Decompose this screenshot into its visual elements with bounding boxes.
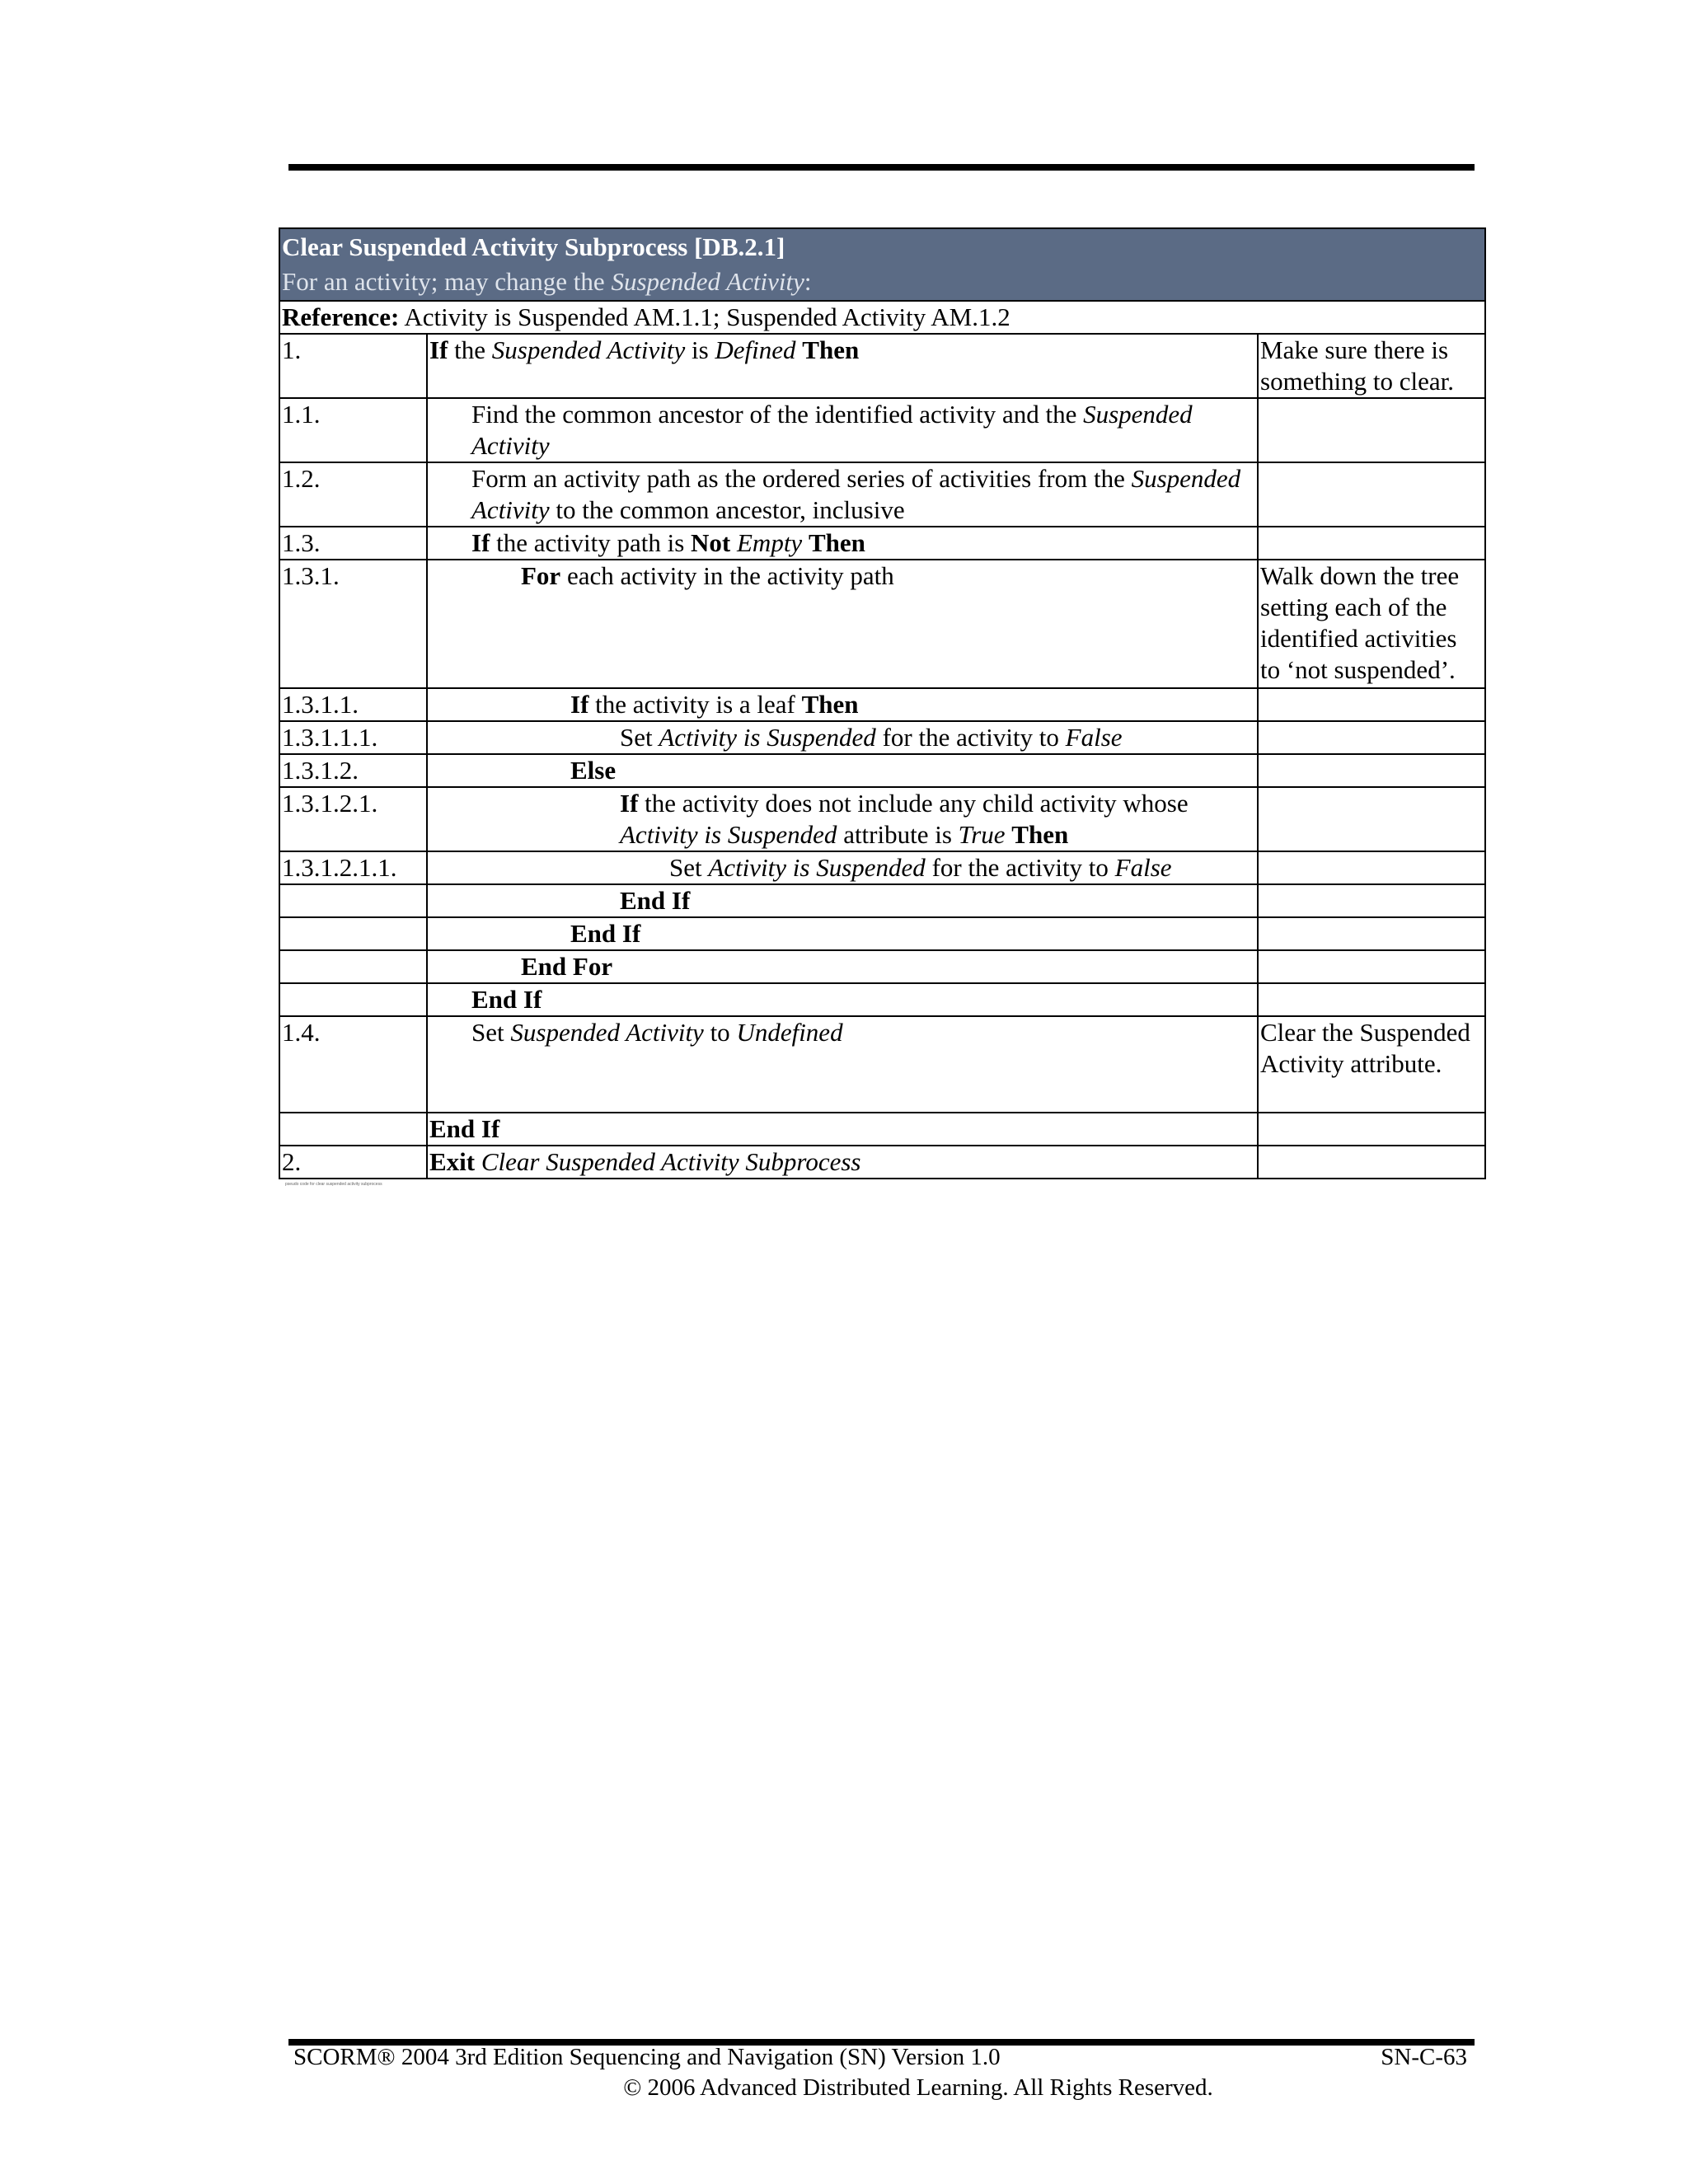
step-note: [1258, 462, 1485, 527]
footer-copyright: © 2006 Advanced Distributed Learning. All Rights Reserved.: [623, 2074, 1213, 2101]
table-row: [279, 851, 1485, 884]
step-note: [1258, 851, 1485, 884]
table-subtitle: For an activity; may change the Suspended Activity:: [282, 267, 812, 296]
step-note: [1258, 917, 1485, 950]
header-rule: [288, 164, 1475, 171]
step-number: 1.3.: [279, 527, 427, 560]
step-code: End If: [427, 884, 1258, 917]
step-note: [1258, 787, 1485, 851]
step-note: [1258, 688, 1485, 721]
step-number: [279, 917, 427, 950]
table-row: [279, 334, 1485, 398]
table-header: [279, 228, 1485, 301]
step-number: 1.3.1.2.1.1.: [279, 851, 427, 884]
table-row: [279, 398, 1485, 462]
table-row: [279, 560, 1485, 688]
step-note: Clear the Suspended Activity attribute.: [1258, 1016, 1485, 1113]
table-row: [279, 754, 1485, 787]
step-code: End If: [427, 1113, 1258, 1146]
step-code: Set Suspended Activity to Undefined: [427, 1016, 1258, 1113]
step-note: [1258, 398, 1485, 462]
step-note: [1258, 983, 1485, 1016]
step-code: If the activity does not include any child activity whose Activity is Suspended attribute is True Then: [427, 787, 1258, 851]
table-title: Clear Suspended Activity Subprocess [DB.2.1]: [282, 232, 785, 261]
step-code: Set Activity is Suspended for the activity to False: [427, 721, 1258, 754]
step-number: 1.3.1.2.1.: [279, 787, 427, 851]
step-note: Make sure there is something to clear.: [1258, 334, 1485, 398]
reference-cell: Reference: Activity is Suspended AM.1.1; Suspended Activity AM.1.2: [279, 301, 1485, 334]
step-code: End If: [427, 917, 1258, 950]
step-note: [1258, 1113, 1485, 1146]
step-code: Form an activity path as the ordered series of activities from the Suspended Activity to the common ancestor, inclusive: [427, 462, 1258, 527]
step-number: 2.: [279, 1146, 427, 1179]
step-code: For each activity in the activity path: [427, 560, 1258, 688]
table-row: [279, 950, 1485, 983]
table-row: [279, 787, 1485, 851]
table-row: [279, 884, 1485, 917]
footer-document-title: SCORM® 2004 3rd Edition Sequencing and Navigation (SN) Version 1.0: [293, 2044, 1001, 2070]
table-row: [279, 917, 1485, 950]
step-number: [279, 1113, 427, 1146]
table-row: [279, 688, 1485, 721]
table-row: [279, 527, 1485, 560]
step-number: 1.3.1.1.1.: [279, 721, 427, 754]
step-code: End For: [427, 950, 1258, 983]
step-code: Else: [427, 754, 1258, 787]
step-note: Walk down the tree setting each of the identified activities to ‘not suspended’.: [1258, 560, 1485, 688]
step-code: End If: [427, 983, 1258, 1016]
step-note: [1258, 721, 1485, 754]
step-note: [1258, 1146, 1485, 1179]
reference-row: [279, 301, 1485, 334]
step-code: If the activity is a leaf Then: [427, 688, 1258, 721]
table-row: [279, 462, 1485, 527]
step-number: 1.4.: [279, 1016, 427, 1113]
step-number: 1.3.1.: [279, 560, 427, 688]
step-code: If the activity path is Not Empty Then: [427, 527, 1258, 560]
step-code: Find the common ancestor of the identified activity and the Suspended Activity: [427, 398, 1258, 462]
step-number: [279, 983, 427, 1016]
table-row: [279, 1113, 1485, 1146]
step-number: 1.3.1.2.: [279, 754, 427, 787]
step-number: 1.: [279, 334, 427, 398]
step-code: Set Activity is Suspended for the activity to False: [427, 851, 1258, 884]
table-row: [279, 1016, 1485, 1113]
step-number: [279, 950, 427, 983]
step-code: If the Suspended Activity is Defined Then: [427, 334, 1258, 398]
footer-page-number: SN-C-63: [1381, 2044, 1467, 2070]
step-note: [1258, 884, 1485, 917]
table-row: [279, 983, 1485, 1016]
step-number: 1.2.: [279, 462, 427, 527]
step-note: [1258, 527, 1485, 560]
step-note: [1258, 950, 1485, 983]
step-code: Exit Clear Suspended Activity Subprocess: [427, 1146, 1258, 1179]
pseudocode-table: [279, 227, 1486, 1179]
step-note: [1258, 754, 1485, 787]
step-number: 1.1.: [279, 398, 427, 462]
table-row: [279, 721, 1485, 754]
step-number: 1.3.1.1.: [279, 688, 427, 721]
table-header-row: [279, 228, 1485, 301]
step-number: [279, 884, 427, 917]
table-row: [279, 1146, 1485, 1179]
table-caption: pseudo code for clear suspended activity subprocess: [285, 1182, 382, 1187]
